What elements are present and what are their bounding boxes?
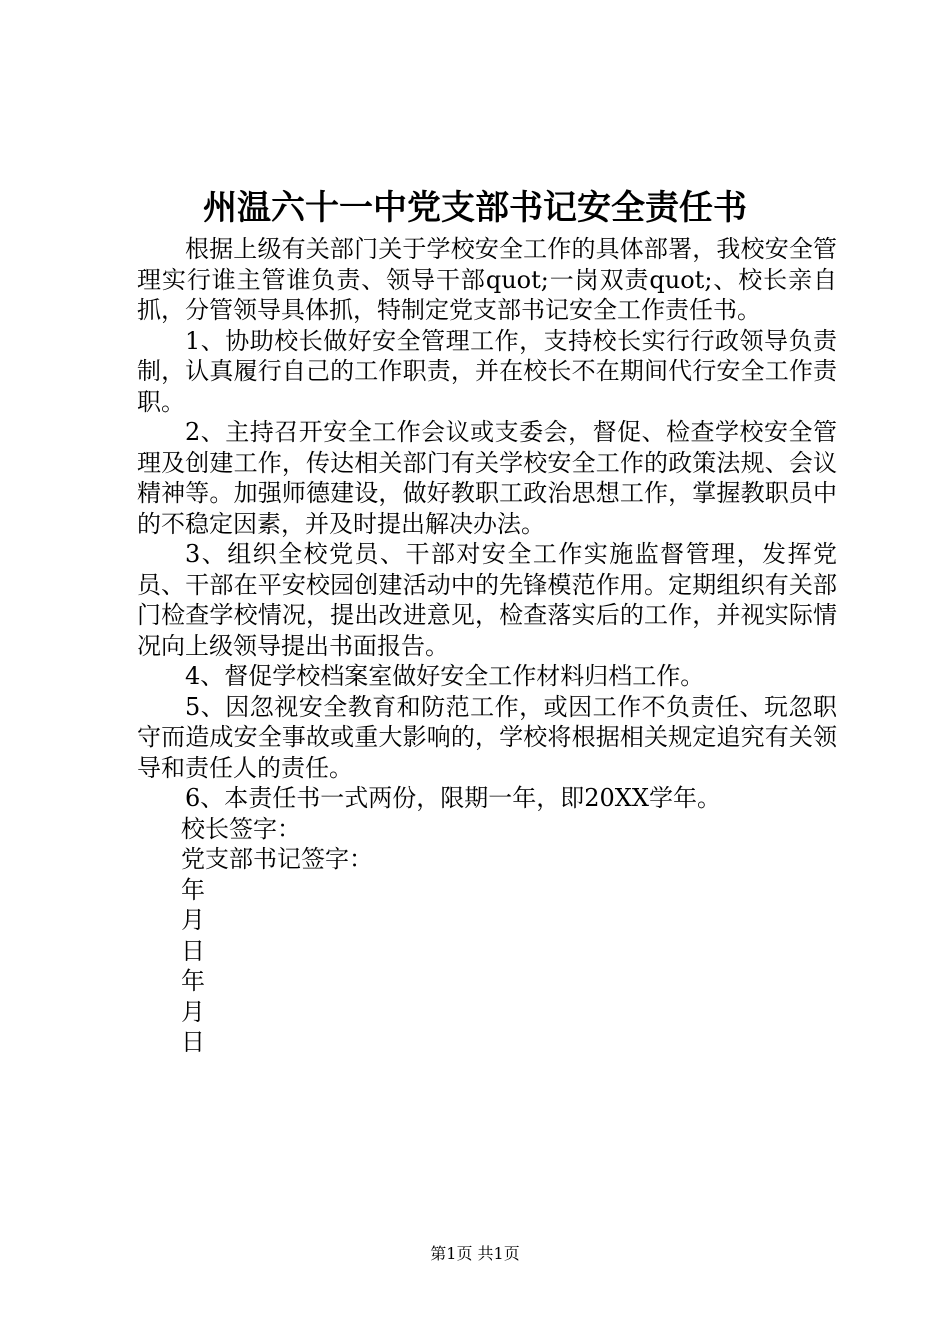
- secretary-signature-label: 党支部书记签字：: [181, 845, 373, 873]
- clause-2: 2、主持召开安全工作会议或支委会，督促、检查学校安全管理及创建工作，传达相关部门有关学校安全工作的政策法规、会议精神等。加强师德建设，做好教职工政治思想工作，掌握教职员中的不稳定因素，并及时提出解决办法。: [137, 418, 837, 538]
- clause-6: 6、本责任书一式两份，限期一年，即20XX学年。: [185, 784, 721, 812]
- intro-paragraph: 根据上级有关部门关于学校安全工作的具体部署，我校安全管理实行谁主管谁负责、领导干部quot;一岗双责quot;、校长亲自抓，分管领导具体抓，特制定党支部书记安全工作责任书。: [137, 235, 837, 324]
- date-day-2: 日: [181, 1028, 205, 1056]
- clause-1: 1、协助校长做好安全管理工作，支持校长实行行政领导负责制，认真履行自己的工作职责，并在校长不在期间代行安全工作责职。: [137, 326, 837, 416]
- clause-3: 3、组织全校党员、干部对安全工作实施监督管理，发挥党员、干部在平安校园创建活动中的先锋模范作用。定期组织有关部门检查学校情况，提出改进意见，检查落实后的工作，并视实际情况向上级领导提出书面报告。: [137, 540, 837, 660]
- clause-4: 4、督促学校档案室做好安全工作材料归档工作。: [185, 662, 705, 690]
- page-title: 州温六十一中党支部书记安全责任书: [203, 188, 747, 228]
- date-year-2: 年: [181, 967, 205, 995]
- date-year-1: 年: [181, 875, 205, 904]
- date-month-1: 月: [181, 906, 205, 934]
- page-footer: 第1页 共1页: [430, 1244, 520, 1263]
- document-body: [137, 234, 837, 1058]
- principal-signature-label: 校长签字：: [181, 814, 301, 843]
- signature-block: [137, 814, 837, 1058]
- clause-5: 5、因忽视安全教育和防范工作，或因工作不负责任、玩忽职守而造成安全事故或重大影响的，学校将根据相关规定追究有关领导和责任人的责任。: [137, 692, 837, 782]
- date-month-2: 月: [181, 997, 205, 1026]
- date-day-1: 日: [181, 936, 205, 965]
